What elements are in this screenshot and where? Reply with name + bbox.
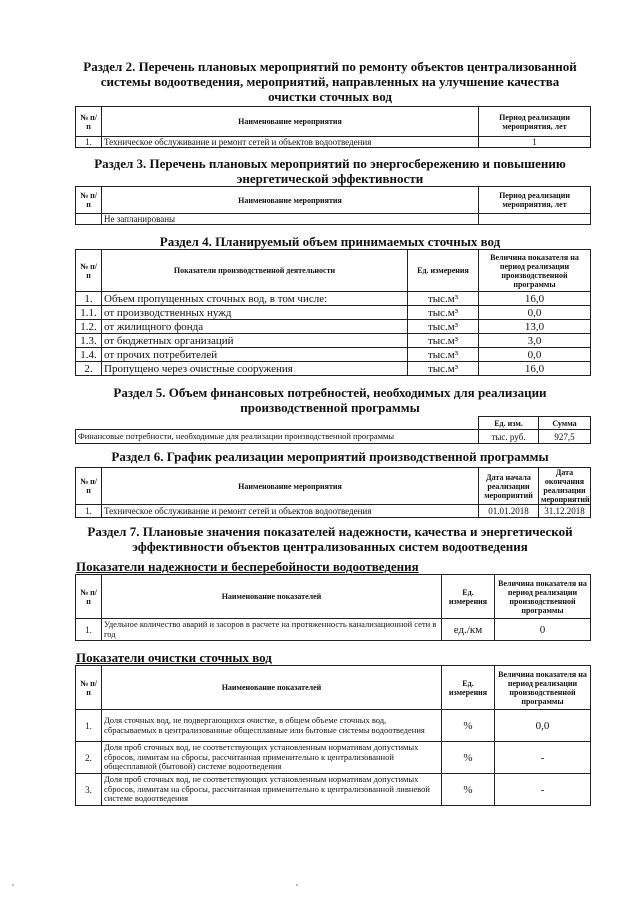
cell-unit: тыс. руб. xyxy=(479,430,539,444)
cell-number xyxy=(76,214,102,225)
col-end-date-header: Дата окончания реализации мероприятий xyxy=(539,468,591,505)
cell-indicator: Доля проб сточных вод, не соответствующих установленным нормативам допустимых сбросов, лимитам на сбросы, рассчитанная применительно к централизованной общесплавной (бытовой) системе водоотведения xyxy=(102,742,442,774)
s3-title xyxy=(40,156,620,186)
cell-value: 0 xyxy=(495,619,591,641)
table-row xyxy=(76,505,591,518)
table-row xyxy=(76,774,591,806)
s7-title-line2: эффективности объектов централизованных систем водоотведения xyxy=(132,539,528,554)
col-activity-header: Наименование мероприятия xyxy=(102,468,479,505)
s4-table xyxy=(75,249,591,376)
s7-title-line1: Раздел 7. Плановые значения показателей надежности, качества и энергетической xyxy=(87,524,573,539)
cell-indicator: от жилищного фонда xyxy=(102,320,408,334)
s5-title-line2: производственной программы xyxy=(240,400,420,415)
cell-activity: Не запланированы xyxy=(102,214,479,225)
col-start-date-header: Дата начала реализации мероприятий xyxy=(479,468,539,505)
cell-value: 0,0 xyxy=(479,306,591,320)
table-row xyxy=(76,292,591,306)
s2-title-line1: Раздел 2. Перечень плановых мероприятий по ремонту объектов централизованной xyxy=(83,59,577,74)
col-unit-header: Ед. изм. xyxy=(479,417,539,430)
cell-unit: тыс.м³ xyxy=(408,320,479,334)
col-unit-header: Ед. измерения xyxy=(442,666,495,710)
cell-number: 2. xyxy=(76,362,102,376)
s7-title xyxy=(40,524,620,554)
cell-value: 3,0 xyxy=(479,334,591,348)
cell-indicator: от прочих потребителей xyxy=(102,348,408,362)
col-number-header: № п/п xyxy=(76,575,102,619)
s3-table xyxy=(75,186,591,225)
table-header-row xyxy=(76,666,591,710)
cell-number: 1.3. xyxy=(76,334,102,348)
cell-number: 1. xyxy=(76,505,102,518)
cell-unit: тыс.м³ xyxy=(408,362,479,376)
cell-unit: % xyxy=(442,774,495,806)
cell-unit: тыс.м³ xyxy=(408,334,479,348)
col-value-header: Величина показателя на период реализации производственной программы xyxy=(495,575,591,619)
s5-table xyxy=(75,416,591,444)
s3-title-line2: энергетической эффективности xyxy=(236,171,424,186)
s3-title-line1: Раздел 3. Перечень плановых мероприятий по энергосбережению и повышению xyxy=(94,156,566,171)
cell-unit: ед./км xyxy=(442,619,495,641)
cell-start-date: 01.01.2018 xyxy=(479,505,539,518)
cell-value: 16,0 xyxy=(479,362,591,376)
table-row xyxy=(76,137,591,148)
cell-value: - xyxy=(495,774,591,806)
col-sum-header: Сумма xyxy=(539,417,591,430)
cell-period: 1 xyxy=(479,137,591,148)
cell-indicator: от бюджетных организаций xyxy=(102,334,408,348)
scan-mark xyxy=(296,884,298,886)
cell-number: 2. xyxy=(76,742,102,774)
s2-title-line2: системы водоотведения, мероприятий, направленных на улучшение качества xyxy=(100,74,560,89)
table-row xyxy=(76,710,591,742)
cell-description: Финансовые потребности, необходимые для реализации производственной программы xyxy=(76,430,479,444)
col-blank-header xyxy=(76,417,479,430)
s7-subtitle-reliability: Показатели надежности и бесперебойности водоотведения xyxy=(76,559,419,574)
cell-activity: Техническое обслуживание и ремонт сетей и объектов водоотведения xyxy=(102,137,479,148)
s5-title xyxy=(40,385,620,415)
cell-value: 13,0 xyxy=(479,320,591,334)
s6-table xyxy=(75,467,591,518)
cell-unit: % xyxy=(442,710,495,742)
cell-period xyxy=(479,214,591,225)
table-header-row xyxy=(76,187,591,214)
table-header-row xyxy=(76,468,591,505)
s2-table xyxy=(75,106,591,148)
cell-number: 3. xyxy=(76,774,102,806)
col-unit-header: Ед. измерения xyxy=(408,250,479,292)
cell-number: 1. xyxy=(76,710,102,742)
cell-value: - xyxy=(495,742,591,774)
cell-indicator: Объем пропущенных сточных вод, в том числе: xyxy=(102,292,408,306)
s7-reliability-table xyxy=(75,574,591,641)
cell-unit: тыс.м³ xyxy=(408,292,479,306)
col-value-header: Величина показателя на период реализации производственной программы xyxy=(479,250,591,292)
cell-indicator: Доля проб сточных вод, не соответствующих установленным нормативам допустимых сбросов, лимитам на сбросы, рассчитанная применительно к централизованной ливневой системе водоотведения xyxy=(102,774,442,806)
table-row xyxy=(76,334,591,348)
cell-value: 0,0 xyxy=(495,710,591,742)
col-indicator-header: Показатели производственной деятельности xyxy=(102,250,408,292)
cell-number: 1.1. xyxy=(76,306,102,320)
table-row xyxy=(76,362,591,376)
table-row xyxy=(76,320,591,334)
col-indicator-header: Наименование показателей xyxy=(102,666,442,710)
s2-title xyxy=(40,59,620,104)
col-number-header: № п/п xyxy=(76,107,102,137)
table-row xyxy=(76,348,591,362)
table-row xyxy=(76,742,591,774)
table-row xyxy=(76,430,591,444)
cell-value: 16,0 xyxy=(479,292,591,306)
col-activity-header: Наименование мероприятия xyxy=(102,107,479,137)
table-header-row xyxy=(76,575,591,619)
col-number-header: № п/п xyxy=(76,468,102,505)
col-value-header: Величина показателя на период реализации производственной программы xyxy=(495,666,591,710)
col-period-header: Период реализации мероприятия, лет xyxy=(479,107,591,137)
table-row xyxy=(76,619,591,641)
cell-number: 1.2. xyxy=(76,320,102,334)
cell-end-date: 31.12.2018 xyxy=(539,505,591,518)
cell-sum: 927,5 xyxy=(539,430,591,444)
cell-unit: тыс.м³ xyxy=(408,348,479,362)
cell-indicator: Доля сточных вод, не подвергающихся очистке, в общем объеме сточных вод, сбрасываемых в централизованные общесплавные или бытовые системы водоотведения xyxy=(102,710,442,742)
col-period-header: Период реализации мероприятия, лет xyxy=(479,187,591,214)
col-number-header: № п/п xyxy=(76,187,102,214)
col-number-header: № п/п xyxy=(76,250,102,292)
cell-number: 1.4. xyxy=(76,348,102,362)
table-row xyxy=(76,306,591,320)
cell-indicator: Удельное количество аварий и засоров в расчете на протяженность канализационной сети в год xyxy=(102,619,442,641)
s4-title: Раздел 4. Планируемый объем принимаемых сточных вод xyxy=(159,234,501,249)
table-header-row xyxy=(76,417,591,430)
cell-unit: тыс.м³ xyxy=(408,306,479,320)
table-header-row xyxy=(76,250,591,292)
col-number-header: № п/п xyxy=(76,666,102,710)
col-unit-header: Ед. измерения xyxy=(442,575,495,619)
col-activity-header: Наименование мероприятия xyxy=(102,187,479,214)
s6-title: Раздел 6. График реализации мероприятий производственной программы xyxy=(111,449,549,464)
s7-treatment-table xyxy=(75,665,591,806)
scan-mark xyxy=(12,884,14,886)
cell-indicator: Пропущено через очистные сооружения xyxy=(102,362,408,376)
cell-number: 1. xyxy=(76,292,102,306)
cell-number: 1. xyxy=(76,619,102,641)
col-indicator-header: Наименование показателей xyxy=(102,575,442,619)
cell-value: 0,0 xyxy=(479,348,591,362)
s5-title-line1: Раздел 5. Объем финансовых потребностей, необходимых для реализации xyxy=(113,385,547,400)
s2-title-line3: очистки сточных вод xyxy=(268,89,392,104)
cell-activity: Техническое обслуживание и ремонт сетей и объектов водоотведения xyxy=(102,505,479,518)
s7-subtitle-treatment: Показатели очистки сточных вод xyxy=(76,650,272,665)
cell-unit: % xyxy=(442,742,495,774)
cell-number: 1. xyxy=(76,137,102,148)
table-row xyxy=(76,214,591,225)
cell-indicator: от производственных нужд xyxy=(102,306,408,320)
table-header-row xyxy=(76,107,591,137)
